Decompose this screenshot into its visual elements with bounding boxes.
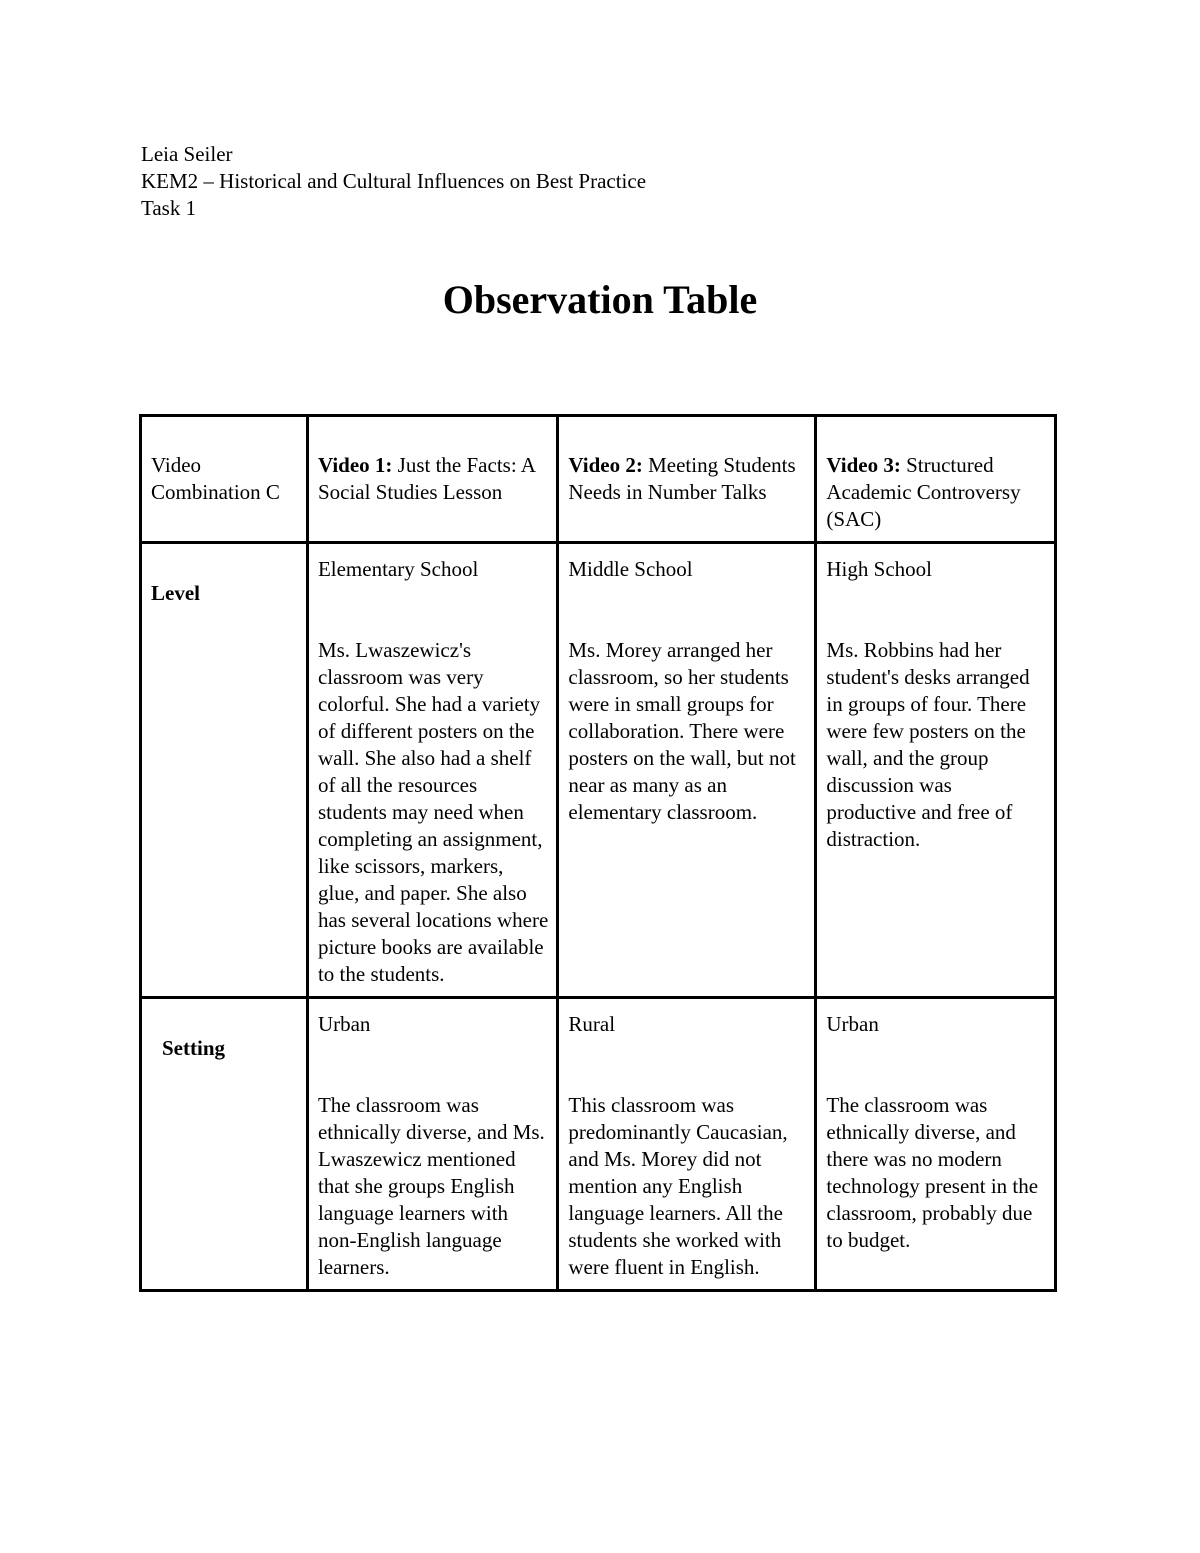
video-1-name: Just the Facts: A Social Studies Lesson [317,453,535,504]
document-header [141,141,646,222]
video-3-label: Video 3: [826,453,901,477]
cell-value: Urban [826,1012,879,1036]
page-title: Observation Table [442,277,758,322]
video-2-header [558,416,816,543]
course-title: KEM2 – Historical and Cultural Influences on Best Practice [141,169,647,193]
table-cell [307,543,557,998]
table-row-level [141,543,1056,998]
video-1-label: Video 1: [317,453,393,477]
corner-line-1: Video [151,453,202,477]
table-cell [816,998,1056,1291]
author-name: Leia Seiler [141,142,233,166]
corner-line-2: Combination C [151,480,280,504]
cell-value: Middle School [568,557,693,581]
observation-table [139,414,1057,1292]
table-cell [558,543,816,998]
cell-notes: The classroom was ethnically diverse, and there was no modern technology present in the classroom, probably due to budget. [826,1093,1039,1252]
task-label: Task 1 [141,196,197,220]
table-row-setting [141,998,1056,1291]
cell-notes: Ms. Robbins had her student's desks arranged in groups of four. There were few posters on the wall, and the group discussion was productive and free of distraction. [826,638,1030,851]
video-1-header [307,416,557,543]
cell-value: Rural [568,1012,616,1036]
cell-notes: The classroom was ethnically diverse, and Ms. Lwaszewicz mentioned that she groups English language learners with non-English language learners. [317,1093,545,1279]
corner-cell [141,416,308,543]
cell-notes: This classroom was predominantly Caucasian, and Ms. Morey did not mention any English language learners. All the students she worked with were fluent in English. [568,1093,788,1279]
row-label-cell [141,543,308,998]
cell-value: High School [826,557,932,581]
video-3-name: Structured Academic Controversy (SAC) [826,453,1021,531]
table-header-row [141,416,1056,543]
table-cell [816,543,1056,998]
cell-notes: Ms. Morey arranged her classroom, so her students were in small groups for collaboration. There were posters on the wall, but not near as many as an elementary classroom. [568,638,796,824]
cell-value: Urban [317,1012,371,1036]
table-cell [307,998,557,1291]
row-label-cell [141,998,308,1291]
video-2-name: Meeting Students Needs in Number Talks [568,453,796,504]
row-label-level: Level [151,581,200,605]
video-2-label: Video 2: [568,453,643,477]
video-3-header [816,416,1056,543]
cell-notes: Ms. Lwaszewicz's classroom was very colorful. She had a variety of different posters on the wall. She also had a shelf of all the resources students may need when completing an assignment, like scissors, markers, glue, and paper. She also has several locations where picture books are available to the students. [317,638,549,986]
cell-value: Elementary School [317,557,479,581]
row-label-setting: Setting [162,1036,225,1060]
table-cell [558,998,816,1291]
